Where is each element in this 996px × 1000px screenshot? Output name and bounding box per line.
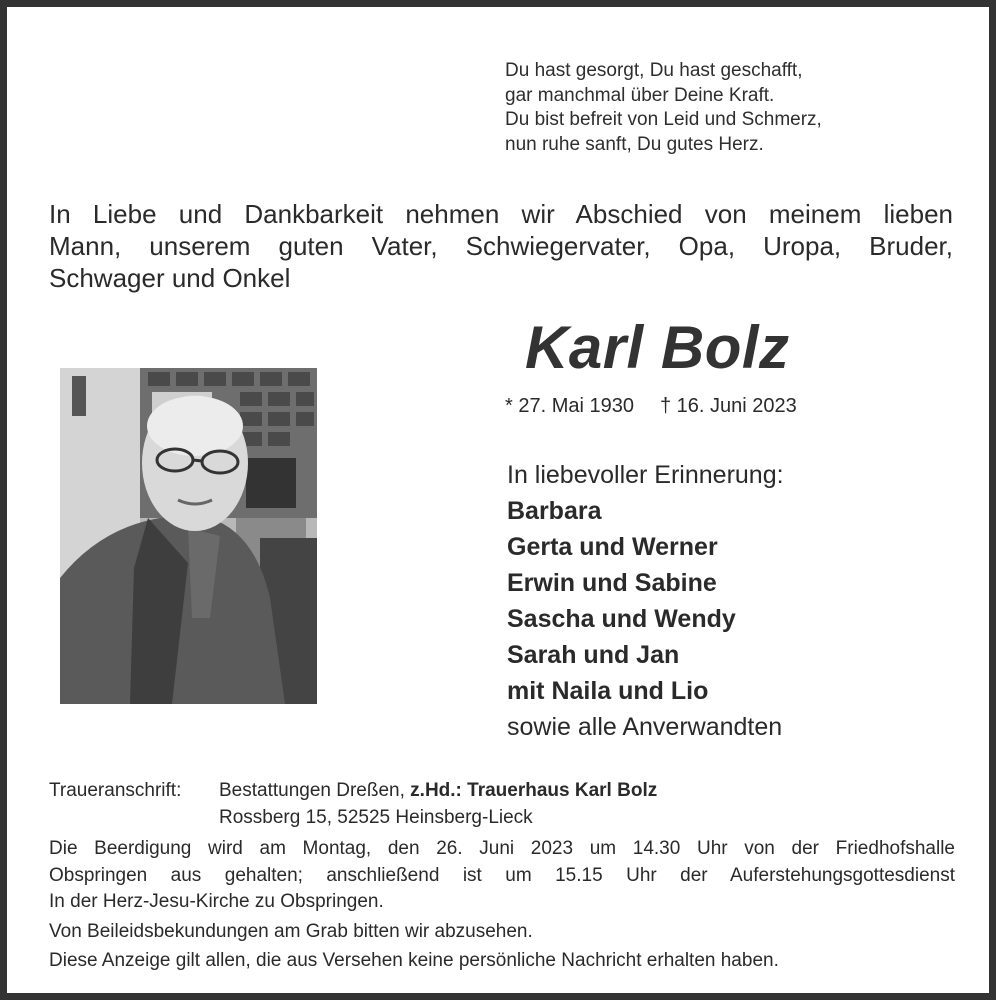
deceased-name: Karl Bolz [525,314,790,381]
condolence-line: Von Beileidsbekundungen am Grab bitten wir abzusehen. [49,921,533,942]
address-line1-prefix: Bestattungen Dreßen, [219,780,411,801]
intro-line: Mann, unserem guten Vater, Schwiegervater, Opa, Uropa, Bruder, [49,231,953,261]
funeral-line: Obspringen aus gehalten; anschließend ist um 15.15 Uhr der Auferstehungsgottesdienst [49,864,955,886]
mourners-list [507,457,784,745]
poem [505,59,822,157]
mourner-name: mit Naila und Lio [507,677,709,705]
portrait-photo-illustration [60,368,317,704]
final-note-line: Diese Anzeige gilt allen, die aus Versehen keine persönliche Nachricht erhalten haben. [49,950,779,971]
mourners-closing: sowie alle Anverwandten [507,713,783,741]
poem-line: nun ruhe sanft, Du gutes Herz. [505,133,764,155]
intro-line: In Liebe und Dankbarkeit nehmen wir Abschied von meinem lieben [49,199,953,229]
birth-date: * 27. Mai 1930 [505,395,634,417]
poem-line: Du hast gesorgt, Du hast geschafft, [505,60,803,81]
final-note [49,948,955,975]
poem-line: gar manchmal über Deine Kraft. [505,84,775,106]
mourner-name: Barbara [507,497,602,525]
life-dates [505,395,797,418]
funeral-details [49,836,955,916]
death-date: † 16. Juni 2023 [659,395,797,417]
address-line1-bold: z.Hd.: Trauerhaus Karl Bolz [410,780,658,801]
funeral-line: Die Beerdigung wird am Montag, den 26. Juni 2023 um 14.30 Uhr von der Friedhofshalle [49,838,955,859]
mourner-name: Sascha und Wendy [507,605,736,633]
mourners-heading: In liebevoller Erinnerung: [507,461,784,489]
mourner-name: Erwin und Sabine [507,569,717,597]
mourner-name: Gerta und Werner [507,533,718,561]
intro-text [49,198,953,294]
poem-line: Du bist befreit von Leid und Schmerz, [505,109,822,130]
condolence-note [49,919,955,946]
portrait-photo [60,368,317,704]
funeral-line: In der Herz-Jesu-Kirche zu Obspringen. [49,891,384,912]
intro-line: Schwager und Onkel [49,263,291,293]
address-label: Traueranschrift: [49,780,182,801]
mourner-name: Sarah und Jan [507,641,680,669]
address-line2: Rossberg 15, 52525 Heinsberg-Lieck [219,807,533,828]
